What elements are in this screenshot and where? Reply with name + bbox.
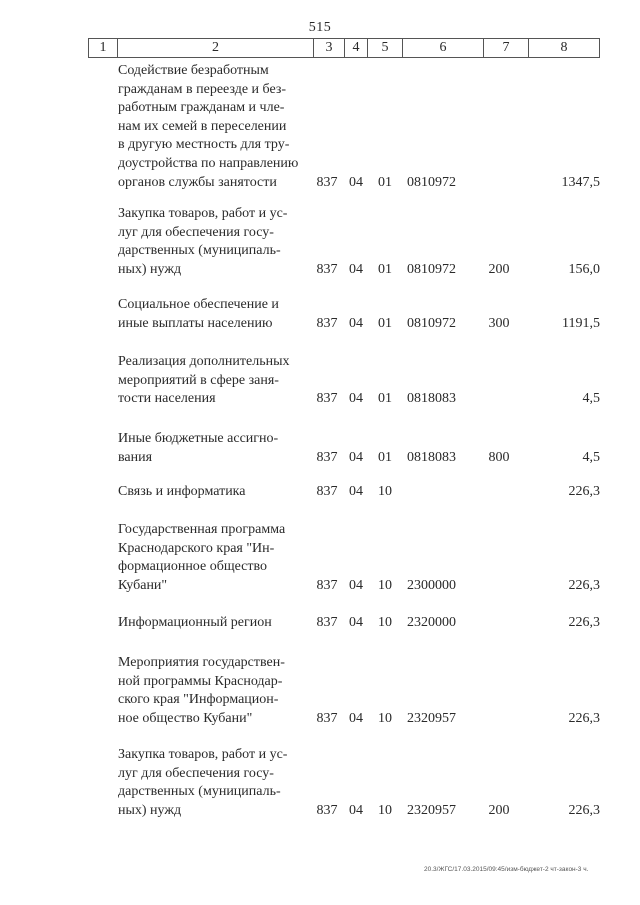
row-col-6: 0810972 <box>407 174 456 190</box>
row-col-5: 10 <box>378 802 392 818</box>
row-col-6: 0818083 <box>407 391 456 407</box>
row-col-6: 2300000 <box>407 577 456 593</box>
row-name-line: ное общество Кубани" <box>118 710 253 726</box>
row-name-line: дарственных (муниципаль- <box>118 784 281 800</box>
row-col-5: 10 <box>378 615 392 630</box>
table-row <box>0 654 640 726</box>
table-row <box>0 746 640 818</box>
row-name-line: луг для обеспечения госу- <box>118 765 274 781</box>
table-row <box>0 205 640 277</box>
column-header-table <box>88 38 600 58</box>
row-name <box>118 483 306 502</box>
row-name-line: доустройства по направлению <box>118 155 299 171</box>
row-name-line: Реализация дополнительных <box>118 354 290 369</box>
column-header-5: 5 <box>368 39 403 58</box>
table-row <box>0 614 640 638</box>
row-col-8: 4,5 <box>582 449 600 465</box>
column-header-3: 3 <box>314 39 345 58</box>
row-col-4: 04 <box>349 802 363 818</box>
page-number: 515 <box>308 20 332 35</box>
row-col-8: 226,3 <box>568 484 600 499</box>
column-header-6: 6 <box>403 39 484 58</box>
row-col-5: 01 <box>378 315 392 331</box>
row-col-3: 837 <box>316 261 338 277</box>
row-name-line: нам их семей в переселении <box>118 118 287 134</box>
row-col-8: 1347,5 <box>561 174 600 190</box>
row-col-8: 226,3 <box>568 802 600 818</box>
row-col-4: 04 <box>349 449 363 465</box>
row-name-line: ной программы Краснодар- <box>118 673 283 689</box>
row-col-5: 10 <box>378 484 392 499</box>
row-col-6: 0810972 <box>407 315 456 331</box>
row-name-line: иные выплаты населению <box>118 315 273 331</box>
row-col-4: 04 <box>349 174 363 190</box>
row-col-6: 2320957 <box>407 710 456 726</box>
row-col-5: 01 <box>378 449 392 465</box>
column-header-row <box>89 39 600 58</box>
row-name-line: Информационный регион <box>118 615 272 630</box>
row-col-4: 04 <box>349 315 363 331</box>
row-col-6: 0810972 <box>407 261 456 277</box>
row-name <box>118 353 306 409</box>
row-col-5: 10 <box>378 710 392 726</box>
row-col-5: 01 <box>378 391 392 407</box>
row-col-8: 226,3 <box>568 577 600 593</box>
row-name-line: Закупка товаров, работ и ус- <box>118 747 288 762</box>
row-col-5: 01 <box>378 261 392 277</box>
row-name <box>118 746 306 820</box>
row-col-3: 837 <box>316 802 338 818</box>
row-name <box>118 62 306 192</box>
row-name-line: Кубани" <box>118 577 168 593</box>
row-name-line: луг для обеспечения госу- <box>118 224 274 240</box>
row-name-line: Краснодарского края "Ин- <box>118 540 275 556</box>
row-name <box>118 296 306 333</box>
row-col-8: 4,5 <box>582 391 600 407</box>
row-name-line: формационное общество <box>118 559 268 575</box>
row-col-3: 837 <box>316 710 338 726</box>
row-col-7: 200 <box>488 261 510 277</box>
row-col-6: 2320000 <box>407 615 456 630</box>
table-row <box>0 62 640 190</box>
row-name-line: мероприятий в сфере заня- <box>118 372 279 388</box>
row-col-5: 10 <box>378 577 392 593</box>
row-name-line: в другую местность для тру- <box>118 137 290 153</box>
row-col-3: 837 <box>316 577 338 593</box>
column-header-1: 1 <box>89 39 118 58</box>
row-name-line: тости населения <box>118 391 216 407</box>
row-name <box>118 614 306 633</box>
table-row <box>0 483 640 507</box>
footer-note: 20.3/ЖГС/17.03.2015/09:45/изм-бюджет-2 чт-закон-3 ч. <box>424 866 589 873</box>
row-col-4: 04 <box>349 577 363 593</box>
row-name-line: ных) нужд <box>118 802 182 818</box>
row-name <box>118 654 306 728</box>
row-col-4: 04 <box>349 391 363 407</box>
row-name-line: гражданам в переезде и без- <box>118 81 287 97</box>
row-col-3: 837 <box>316 315 338 331</box>
row-col-3: 837 <box>316 174 338 190</box>
row-name-line: органов службы занятости <box>118 174 277 190</box>
row-col-4: 04 <box>349 710 363 726</box>
table-row <box>0 296 640 331</box>
row-col-7: 800 <box>488 449 510 465</box>
row-col-8: 156,0 <box>568 261 600 277</box>
row-col-7: 300 <box>488 315 510 331</box>
row-name-line: Закупка товаров, работ и ус- <box>118 206 288 221</box>
row-col-6: 2320957 <box>407 802 456 818</box>
table-row <box>0 430 640 465</box>
row-col-8: 1191,5 <box>562 315 600 331</box>
row-col-3: 837 <box>316 449 338 465</box>
column-header-7: 7 <box>484 39 529 58</box>
row-name-line: Государственная программа <box>118 522 286 537</box>
row-name-line: работным гражданам и чле- <box>118 100 285 116</box>
row-col-8: 226,3 <box>568 710 600 726</box>
row-col-8: 226,3 <box>568 615 600 630</box>
row-col-7: 200 <box>488 802 510 818</box>
row-name-line: Иные бюджетные ассигно- <box>118 431 279 446</box>
row-name-line: ных) нужд <box>118 261 182 277</box>
row-name <box>118 521 306 595</box>
table-row <box>0 353 640 407</box>
row-col-5: 01 <box>378 174 392 190</box>
column-header-8: 8 <box>529 39 600 58</box>
row-name-line: вания <box>118 449 153 465</box>
row-name-line: Связь и информатика <box>118 484 246 499</box>
row-col-6: 0818083 <box>407 449 456 465</box>
row-name <box>118 205 306 279</box>
row-col-3: 837 <box>316 391 338 407</box>
row-name-line: ского края "Информацион- <box>118 692 279 708</box>
table-row <box>0 521 640 593</box>
column-header-2: 2 <box>118 39 314 58</box>
row-col-4: 04 <box>349 261 363 277</box>
row-col-4: 04 <box>349 484 363 499</box>
row-name <box>118 430 306 467</box>
row-name-line: дарственных (муниципаль- <box>118 243 281 259</box>
row-col-3: 837 <box>316 484 338 499</box>
row-name-line: Содействие безработным <box>118 63 269 78</box>
column-header-4: 4 <box>345 39 368 58</box>
row-name-line: Мероприятия государствен- <box>118 655 285 670</box>
row-name-line: Социальное обеспечение и <box>118 297 279 312</box>
row-col-3: 837 <box>316 615 338 630</box>
row-col-4: 04 <box>349 615 363 630</box>
